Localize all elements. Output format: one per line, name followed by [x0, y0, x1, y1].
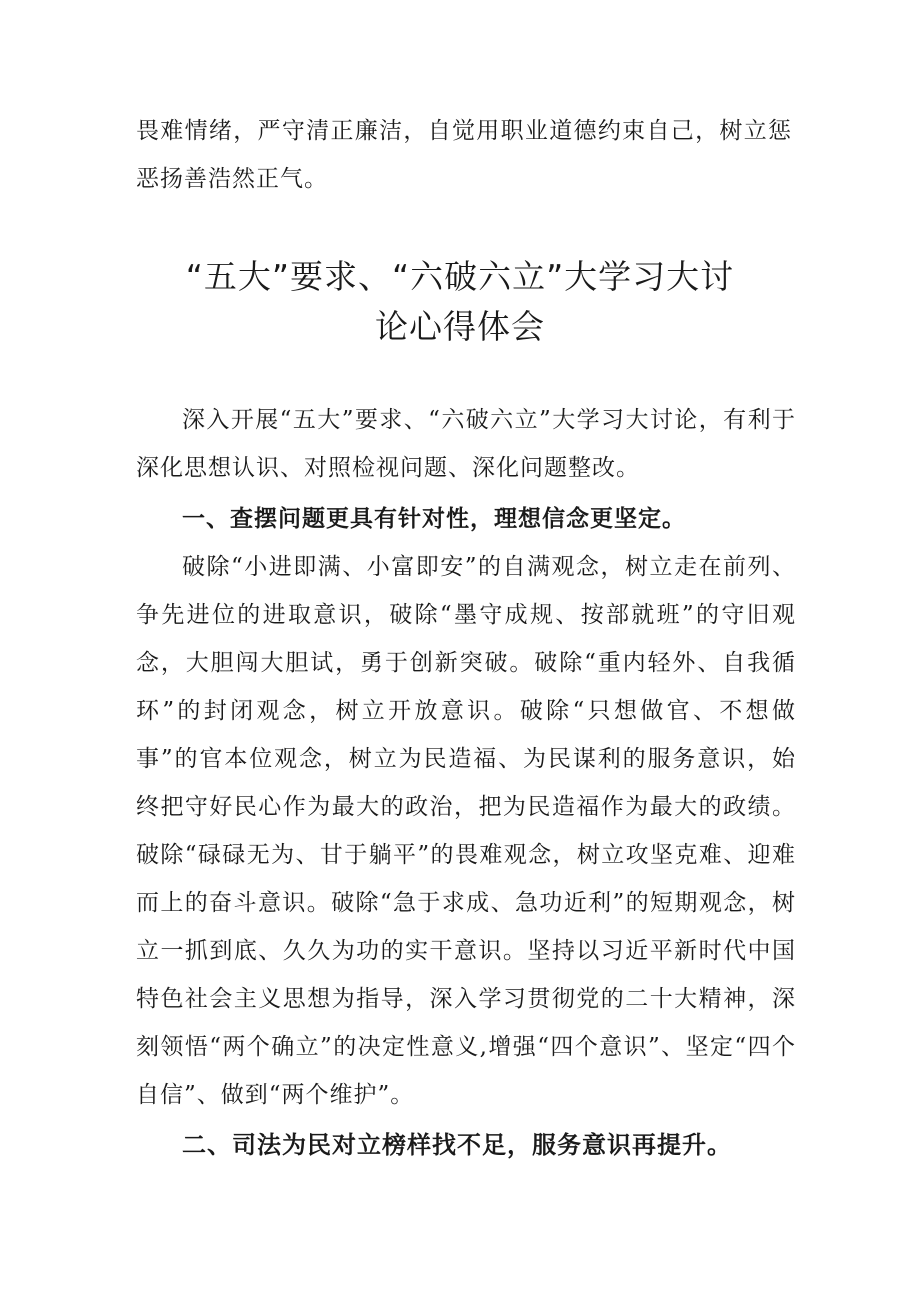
intro-paragraph: 深入开展“五大”要求、“六破六立”大学习大讨论，有利于深化思想认识、对照检视问题、深化问题整改。 [136, 407, 796, 481]
continued-paragraph: 畏难情绪，严守清正廉洁，自觉用职业道德约束自己，树立惩恶扬善浩然正气。 [136, 118, 792, 192]
document-title [110, 252, 810, 352]
section-1-paragraph: 破除“小进即满、小富即安”的自满观念，树立走在前列、争先进位的进取意识，破除“墨守成规、按部就班”的守旧观念，大胆闯大胆试，勇于创新突破。破除“重内轻外、自我循环”的封闭观念，树立开放意识。破除“只想做官、不想做事”的官本位观念，树立为民造福、为民谋利的服务意识，始终把守好民心作为最大的政治，把为民造福作为最大的政绩。破除“碌碌无为、甘于躺平”的畏难观念，树立攻坚克难、迎难而上的奋斗意识。破除“急于求成、急功近利”的短期观念，树立一抓到底、久久为功的实干意识。坚持以习近平新时代中国特色社会主义思想为指导，深入学习贯彻党的二十大精神，深刻领悟“两个确立”的决定性意义,增强“四个意识”、坚定“四个自信”、做到“两个维护”。 [136, 554, 796, 1108]
section-heading-1: 一、查摆问题更具有针对性，理想信念更坚定。 [182, 506, 686, 532]
title-line-1: “五大”要求、“六破六立”大学习大讨 [185, 257, 735, 296]
section-heading-2: 二、司法为民对立榜样找不足，服务意识再提升。 [182, 1131, 732, 1159]
title-line-2: 论心得体会 [375, 307, 545, 346]
